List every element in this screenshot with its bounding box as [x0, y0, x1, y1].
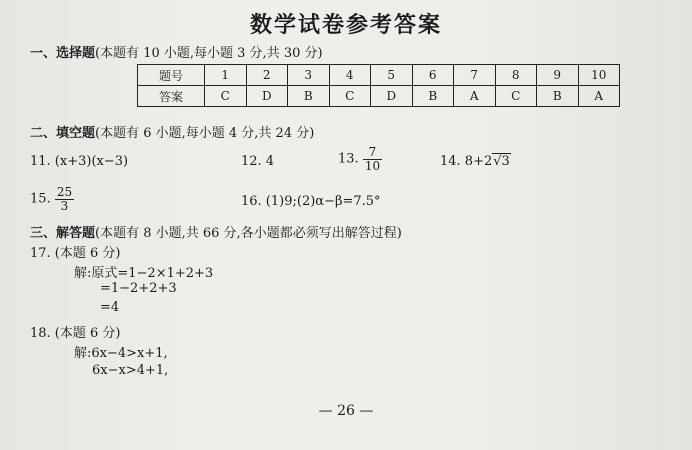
- q17-step: 解:原式=1−2×1+2+3: [74, 266, 214, 281]
- answer-q16: 16. (1)9;(2)α−β=7.5°: [241, 194, 381, 209]
- denominator: 3: [60, 198, 69, 213]
- section-note: (本题有 8 小题,共 66 分,各小题都必须写出解答过程): [95, 226, 402, 241]
- table-cell: C: [329, 86, 371, 107]
- q17-step: =4: [100, 300, 120, 315]
- table-header-answer: 答案: [138, 86, 205, 107]
- numerator: 7: [363, 146, 382, 160]
- q18-header: 18. (本题 6 分): [30, 326, 121, 341]
- table-row-answers: [138, 86, 620, 107]
- page-number: — 26 —: [318, 403, 374, 419]
- table-cell: 3: [288, 65, 330, 86]
- table-header-number: 题号: [138, 65, 205, 86]
- table-row-numbers: [138, 65, 620, 86]
- answer-q14: [440, 154, 511, 169]
- numerator: 25: [56, 185, 73, 199]
- answer-q15: [30, 186, 74, 212]
- table-cell: C: [205, 86, 247, 107]
- q18-step: 解:6x−4>x+1,: [74, 346, 168, 361]
- table-cell: B: [412, 86, 454, 107]
- square-root: √3: [493, 154, 510, 169]
- table-cell: B: [288, 86, 330, 107]
- table-cell: B: [537, 86, 579, 107]
- answer-q12: 12. 4: [241, 154, 275, 169]
- fraction: [363, 146, 382, 172]
- answer-table: [137, 64, 620, 107]
- section-fill-in: [30, 122, 314, 141]
- table-cell: D: [371, 86, 413, 107]
- table-cell: 5: [371, 65, 413, 86]
- table-cell: 4: [329, 65, 371, 86]
- table-cell: 10: [578, 65, 620, 86]
- answer-q13: [338, 146, 382, 172]
- table-cell: 2: [246, 65, 288, 86]
- table-cell: 6: [412, 65, 454, 86]
- section-multiple-choice: [30, 42, 323, 61]
- table-cell: C: [495, 86, 537, 107]
- q17-header: 17. (本题 6 分): [30, 246, 121, 261]
- page-title: 数学试卷参考答案: [249, 13, 442, 38]
- section-label: 三、解答题: [30, 226, 96, 241]
- fraction: [55, 186, 74, 212]
- table-cell: 7: [454, 65, 496, 86]
- section-free-response: [30, 222, 402, 241]
- answer-q11: 11. (x+3)(x−3): [30, 154, 129, 169]
- question-number: 15.: [30, 191, 51, 207]
- denominator: 10: [364, 158, 381, 173]
- q18-step: 6x−x>4+1,: [92, 363, 169, 378]
- table-cell: 9: [537, 65, 579, 86]
- section-label: 二、填空题: [30, 126, 96, 141]
- table-cell: A: [454, 86, 496, 107]
- section-label: 一、选择题: [30, 46, 96, 61]
- table-cell: A: [578, 86, 620, 107]
- table-cell: D: [246, 86, 288, 107]
- q17-step: =1−2+2+3: [100, 281, 177, 296]
- table-cell: 1: [205, 65, 247, 86]
- question-number: 14. 8+2: [440, 154, 493, 169]
- section-note: (本题有 10 小题,每小题 3 分,共 30 分): [95, 46, 323, 61]
- section-note: (本题有 6 小题,每小题 4 分,共 24 分): [95, 126, 315, 141]
- question-number: 13.: [338, 151, 359, 167]
- table-cell: 8: [495, 65, 537, 86]
